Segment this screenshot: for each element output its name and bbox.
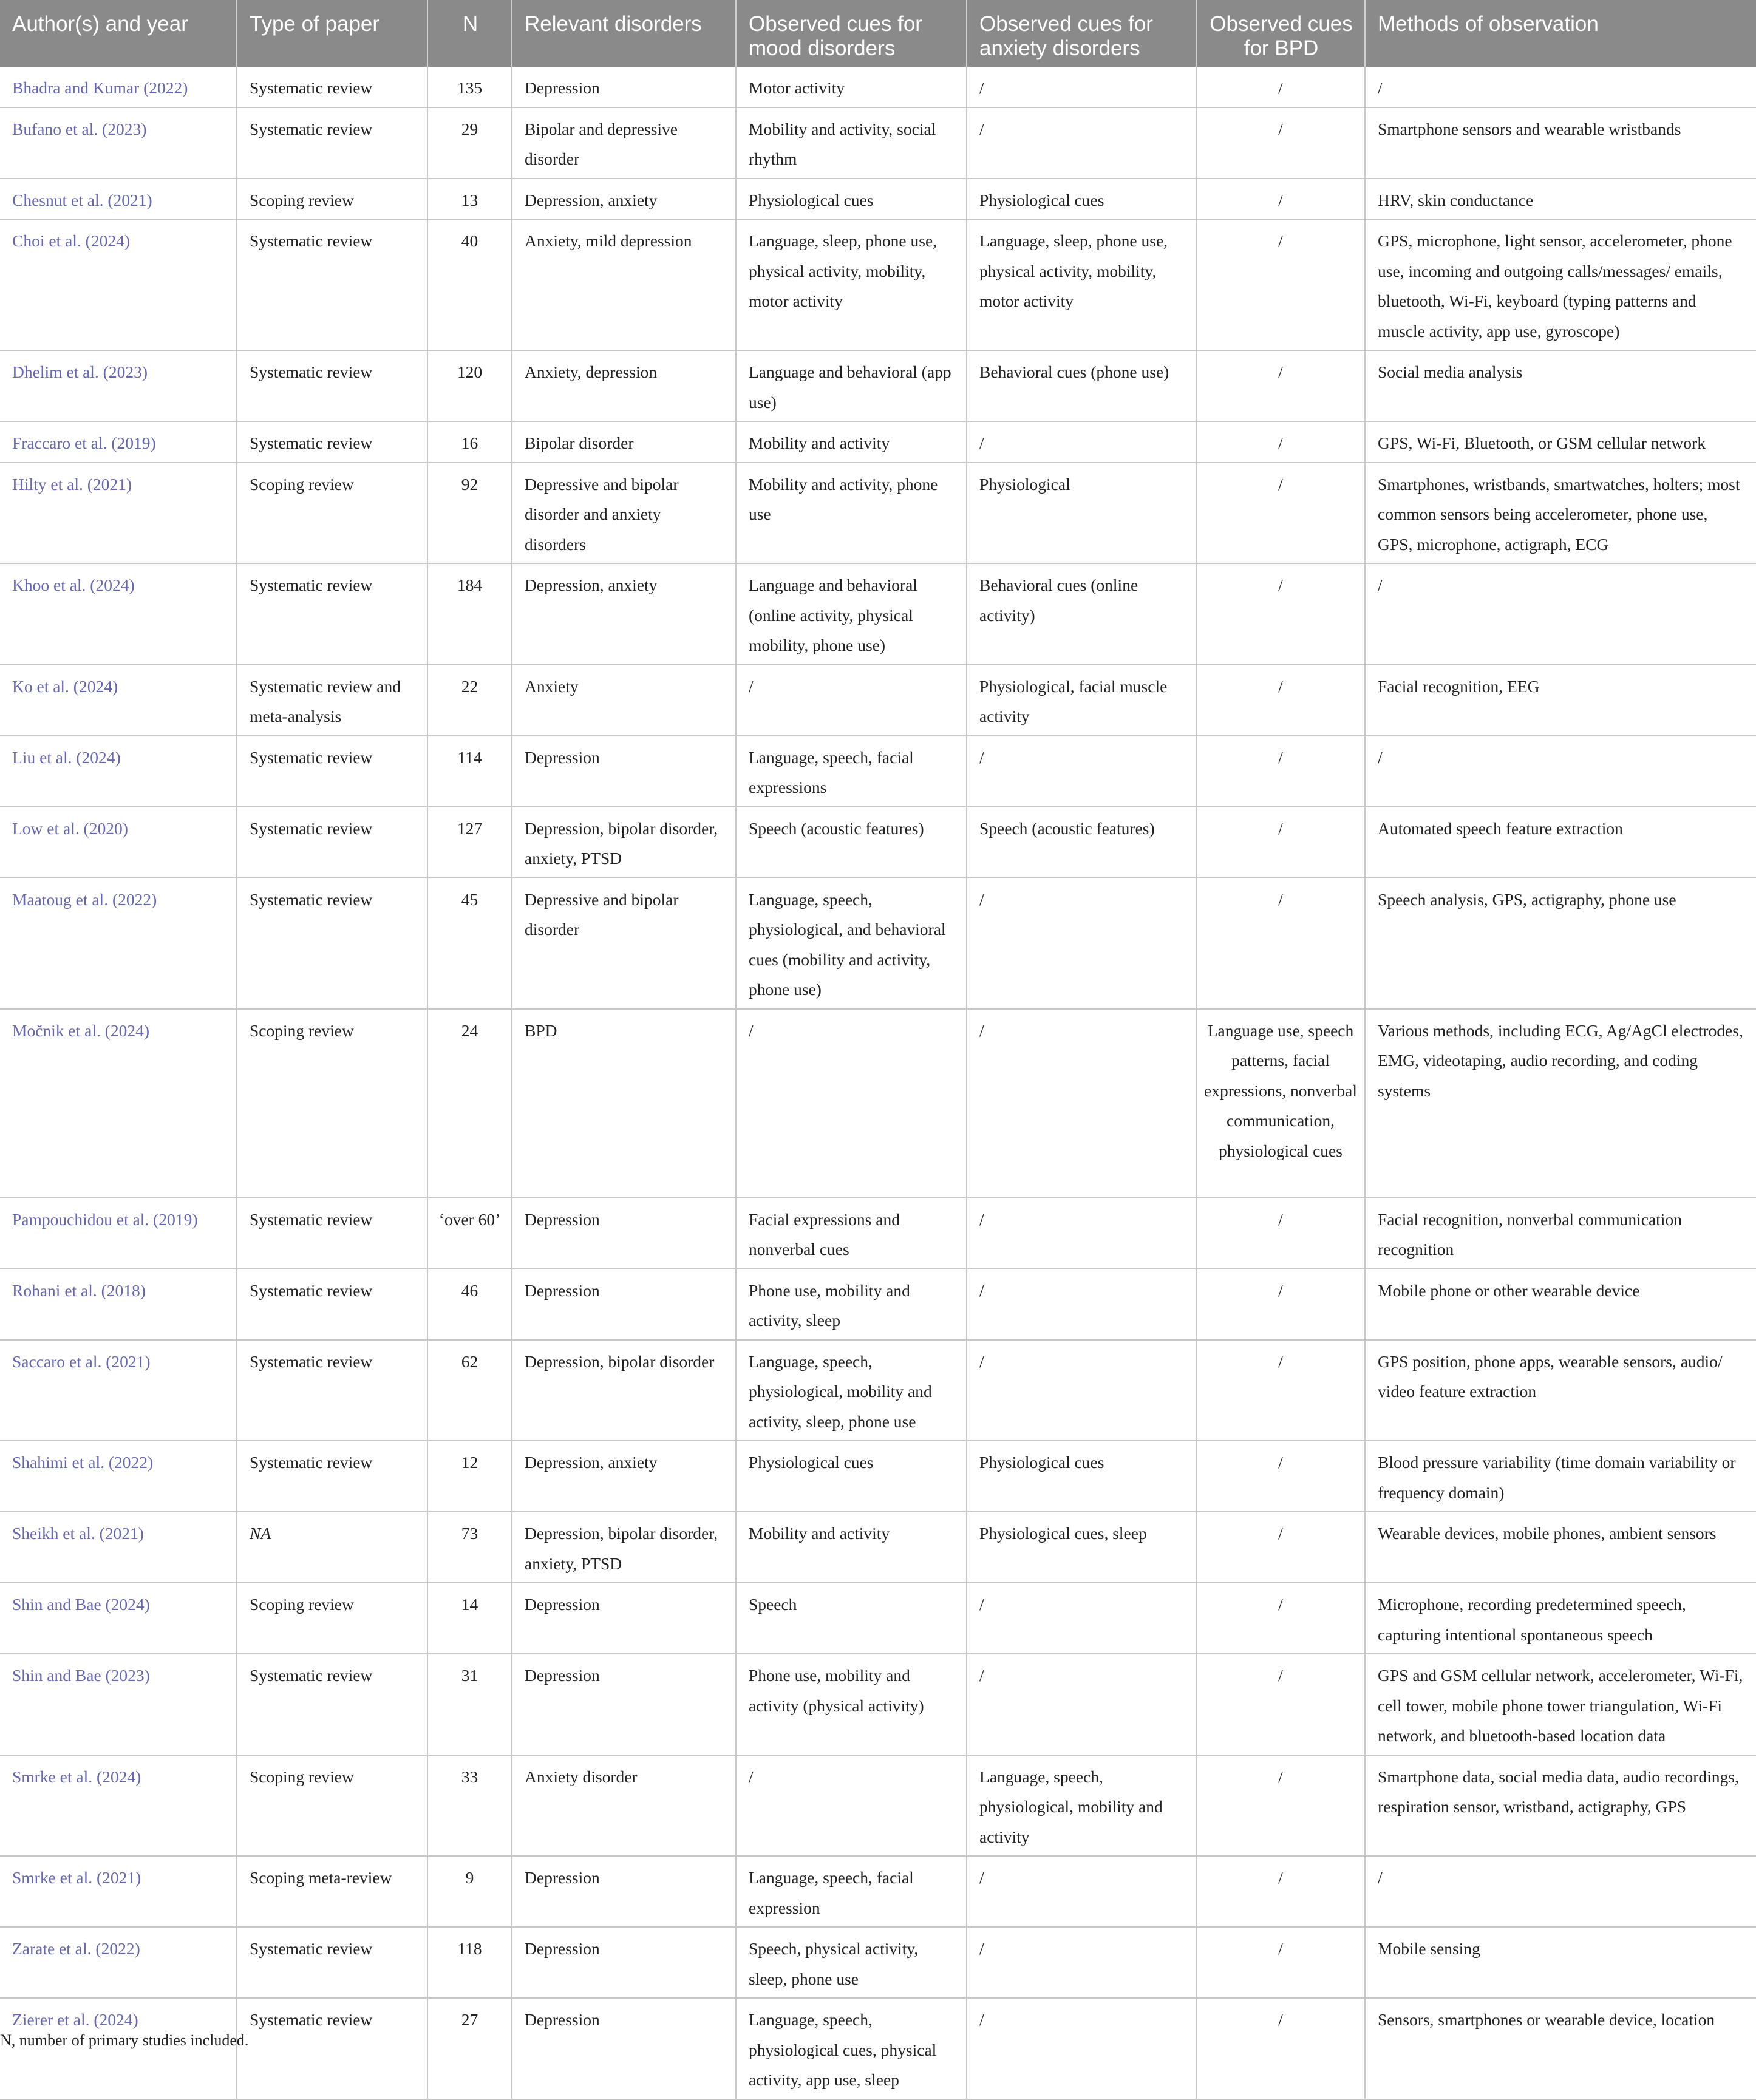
bpd-cues-cell: / bbox=[1196, 67, 1365, 107]
anxiety-cues-cell: Physiological, facial muscle activity bbox=[967, 665, 1196, 736]
paper-type-cell: Systematic review bbox=[237, 1654, 427, 1755]
paper-type-cell: Systematic review bbox=[237, 1927, 427, 1998]
author-cell[interactable]: Smrke et al. (2024) bbox=[0, 1755, 237, 1857]
n-cell: 9 bbox=[427, 1856, 512, 1927]
author-cell[interactable]: Močnik et al. (2024) bbox=[0, 1009, 237, 1198]
anxiety-cues-cell: Behavioral cues (phone use) bbox=[967, 350, 1196, 421]
mood-cues-cell: Mobility and activity bbox=[736, 1512, 967, 1583]
anxiety-cues-cell: / bbox=[967, 1654, 1196, 1755]
mood-cues-cell: / bbox=[736, 1755, 967, 1857]
mood-cues-cell: Speech, physical activity, sleep, phone use bbox=[736, 1927, 967, 1998]
n-cell: 40 bbox=[427, 219, 512, 350]
author-cell[interactable]: Low et al. (2020) bbox=[0, 807, 237, 878]
methods-cell: Sensors, smartphones or wearable device, location bbox=[1365, 1998, 1756, 2099]
disorders-cell: Depression, bipolar disorder bbox=[512, 1340, 736, 1441]
methods-cell: / bbox=[1365, 1856, 1756, 1927]
author-cell[interactable]: Pampouchidou et al. (2019) bbox=[0, 1198, 237, 1269]
anxiety-cues-cell: Language, sleep, phone use, physical activity, mobility, motor activity bbox=[967, 219, 1196, 350]
n-cell: 24 bbox=[427, 1009, 512, 1198]
anxiety-cues-cell: Behavioral cues (online activity) bbox=[967, 563, 1196, 665]
n-cell: 92 bbox=[427, 463, 512, 564]
anxiety-cues-cell: Speech (acoustic features) bbox=[967, 807, 1196, 878]
anxiety-cues-cell: / bbox=[967, 1998, 1196, 2099]
n-cell: 62 bbox=[427, 1340, 512, 1441]
paper-type-cell: Systematic review bbox=[237, 1269, 427, 1340]
bpd-cues-cell: / bbox=[1196, 178, 1365, 220]
n-cell: 16 bbox=[427, 421, 512, 463]
author-cell[interactable]: Maatoug et al. (2022) bbox=[0, 878, 237, 1009]
paper-type-cell: Scoping meta-review bbox=[237, 1856, 427, 1927]
author-cell[interactable]: Bhadra and Kumar (2022) bbox=[0, 67, 237, 107]
n-cell: 135 bbox=[427, 67, 512, 107]
table-row bbox=[0, 1856, 1756, 1927]
n-cell: 45 bbox=[427, 878, 512, 1009]
methods-cell: / bbox=[1365, 563, 1756, 665]
bpd-cues-cell: / bbox=[1196, 1441, 1365, 1512]
anxiety-cues-cell: / bbox=[967, 421, 1196, 463]
bpd-cues-cell: / bbox=[1196, 1998, 1365, 2099]
n-cell: 114 bbox=[427, 736, 512, 807]
n-cell: 120 bbox=[427, 350, 512, 421]
bpd-cues-cell: / bbox=[1196, 1927, 1365, 1998]
mood-cues-cell: Language, speech, physiological, and behavioral cues (mobility and activity, phone use) bbox=[736, 878, 967, 1009]
mood-cues-cell: Phone use, mobility and activity, sleep bbox=[736, 1269, 967, 1340]
anxiety-cues-cell: / bbox=[967, 1927, 1196, 1998]
mood-cues-cell: Language, speech, physiological cues, physical activity, app use, sleep bbox=[736, 1998, 967, 2099]
bpd-cues-cell: / bbox=[1196, 1340, 1365, 1441]
n-cell: 31 bbox=[427, 1654, 512, 1755]
paper-type-cell: Systematic review bbox=[237, 1340, 427, 1441]
bpd-cues-cell: / bbox=[1196, 1269, 1365, 1340]
author-cell[interactable]: Shin and Bae (2023) bbox=[0, 1654, 237, 1755]
disorders-cell: Depression, bipolar disorder, anxiety, PTSD bbox=[512, 807, 736, 878]
n-cell: 33 bbox=[427, 1755, 512, 1857]
column-header-author: Author(s) and year bbox=[0, 0, 237, 67]
bpd-cues-cell: / bbox=[1196, 1654, 1365, 1755]
n-cell: 27 bbox=[427, 1998, 512, 2099]
bpd-cues-cell: / bbox=[1196, 1512, 1365, 1583]
anxiety-cues-cell: Physiological cues bbox=[967, 178, 1196, 220]
paper-type-cell: Systematic review bbox=[237, 563, 427, 665]
methods-cell: Facial recognition, EEG bbox=[1365, 665, 1756, 736]
paper-type-cell: Scoping review bbox=[237, 1009, 427, 1198]
mood-cues-cell: Language, sleep, phone use, physical activity, mobility, motor activity bbox=[736, 219, 967, 350]
methods-cell: Automated speech feature extraction bbox=[1365, 807, 1756, 878]
anxiety-cues-cell: / bbox=[967, 1856, 1196, 1927]
table-row bbox=[0, 421, 1756, 463]
methods-cell: Smartphones, wristbands, smartwatches, holters; most common sensors being accelerometer, phone use, GPS, microphone, actigraph, ECG bbox=[1365, 463, 1756, 564]
n-cell: 14 bbox=[427, 1583, 512, 1654]
methods-cell: Speech analysis, GPS, actigraphy, phone use bbox=[1365, 878, 1756, 1009]
disorders-cell: Depression bbox=[512, 1927, 736, 1998]
bpd-cues-cell: / bbox=[1196, 421, 1365, 463]
anxiety-cues-cell: / bbox=[967, 1340, 1196, 1441]
table-row bbox=[0, 1269, 1756, 1340]
bpd-cues-cell: / bbox=[1196, 1198, 1365, 1269]
n-cell: 13 bbox=[427, 178, 512, 220]
disorders-cell: Bipolar and depressive disorder bbox=[512, 107, 736, 178]
paper-type-cell: Systematic review and meta-analysis bbox=[237, 665, 427, 736]
n-cell: 46 bbox=[427, 1269, 512, 1340]
table-row bbox=[0, 1654, 1756, 1755]
mood-cues-cell: Language, speech, facial expression bbox=[736, 1856, 967, 1927]
paper-type-cell: Systematic review bbox=[237, 878, 427, 1009]
anxiety-cues-cell: Physiological cues bbox=[967, 1441, 1196, 1512]
table-row bbox=[0, 350, 1756, 421]
disorders-cell: Depression bbox=[512, 1583, 736, 1654]
methods-cell: HRV, skin conductance bbox=[1365, 178, 1756, 220]
table-row bbox=[0, 67, 1756, 107]
bpd-cues-cell: Language use, speech patterns, facial expressions, nonverbal communication, physiological cues bbox=[1196, 1009, 1365, 1198]
n-cell: 184 bbox=[427, 563, 512, 665]
bpd-cues-cell: / bbox=[1196, 1755, 1365, 1857]
n-cell: 118 bbox=[427, 1927, 512, 1998]
anxiety-cues-cell: / bbox=[967, 878, 1196, 1009]
table-row bbox=[0, 219, 1756, 350]
table-row bbox=[0, 1009, 1756, 1198]
disorders-cell: BPD bbox=[512, 1009, 736, 1198]
mood-cues-cell: Physiological cues bbox=[736, 178, 967, 220]
author-cell[interactable]: Bufano et al. (2023) bbox=[0, 107, 237, 178]
methods-cell: / bbox=[1365, 736, 1756, 807]
bpd-cues-cell: / bbox=[1196, 563, 1365, 665]
mood-cues-cell: Language and behavioral (app use) bbox=[736, 350, 967, 421]
table-row bbox=[0, 107, 1756, 178]
disorders-cell: Depression bbox=[512, 1856, 736, 1927]
mood-cues-cell: Facial expressions and nonverbal cues bbox=[736, 1198, 967, 1269]
disorders-cell: Depression bbox=[512, 1198, 736, 1269]
mood-cues-cell: Mobility and activity bbox=[736, 421, 967, 463]
paper-type-cell: Systematic review bbox=[237, 736, 427, 807]
anxiety-cues-cell: / bbox=[967, 1583, 1196, 1654]
table-body bbox=[0, 67, 1756, 2099]
mood-cues-cell: / bbox=[736, 1009, 967, 1198]
table-row bbox=[0, 1441, 1756, 1512]
disorders-cell: Depression bbox=[512, 736, 736, 807]
paper-type-cell: Systematic review bbox=[237, 107, 427, 178]
author-cell[interactable]: Zierer et al. (2024) bbox=[0, 1998, 237, 2099]
mood-cues-cell: / bbox=[736, 665, 967, 736]
mood-cues-cell: Language, speech, facial expressions bbox=[736, 736, 967, 807]
table-row bbox=[0, 1583, 1756, 1654]
table-footnote: N, number of primary studies included. bbox=[0, 2031, 249, 2049]
paper-type-cell: Scoping review bbox=[237, 178, 427, 220]
paper-type-cell: Systematic review bbox=[237, 219, 427, 350]
paper-type-cell: Systematic review bbox=[237, 350, 427, 421]
disorders-cell: Anxiety bbox=[512, 665, 736, 736]
paper-type-cell: Systematic review bbox=[237, 1198, 427, 1269]
column-header-bpd-cues: Observed cues for BPD bbox=[1196, 0, 1365, 67]
paper-type-cell: Systematic review bbox=[237, 1441, 427, 1512]
author-cell[interactable]: Shahimi et al. (2022) bbox=[0, 1441, 237, 1512]
disorders-cell: Depressive and bipolar disorder and anxiety disorders bbox=[512, 463, 736, 564]
n-cell: 12 bbox=[427, 1441, 512, 1512]
n-cell: 22 bbox=[427, 665, 512, 736]
table-row bbox=[0, 563, 1756, 665]
paper-type-cell: Systematic review bbox=[237, 67, 427, 107]
table-header bbox=[0, 0, 1756, 67]
table-row bbox=[0, 878, 1756, 1009]
disorders-cell: Anxiety disorder bbox=[512, 1755, 736, 1857]
methods-cell: Mobile phone or other wearable device bbox=[1365, 1269, 1756, 1340]
author-cell[interactable]: Chesnut et al. (2021) bbox=[0, 178, 237, 220]
anxiety-cues-cell: / bbox=[967, 67, 1196, 107]
methods-cell: GPS, microphone, light sensor, accelerometer, phone use, incoming and outgoing calls/messages/ emails, bluetooth, Wi-Fi, keyboard (typing patterns and muscle activity, app use, gyroscope) bbox=[1365, 219, 1756, 350]
table-row bbox=[0, 1998, 1756, 2099]
mood-cues-cell: Phone use, mobility and activity (physical activity) bbox=[736, 1654, 967, 1755]
anxiety-cues-cell: Physiological cues, sleep bbox=[967, 1512, 1196, 1583]
disorders-cell: Depression bbox=[512, 1998, 736, 2099]
bpd-cues-cell: / bbox=[1196, 463, 1365, 564]
column-header-n: N bbox=[427, 0, 512, 67]
disorders-cell: Depression, anxiety bbox=[512, 563, 736, 665]
disorders-cell: Depressive and bipolar disorder bbox=[512, 878, 736, 1009]
bpd-cues-cell: / bbox=[1196, 219, 1365, 350]
disorders-cell: Depression bbox=[512, 67, 736, 107]
anxiety-cues-cell: / bbox=[967, 1198, 1196, 1269]
mood-cues-cell: Mobility and activity, social rhythm bbox=[736, 107, 967, 178]
anxiety-cues-cell: Language, speech, physiological, mobility and activity bbox=[967, 1755, 1196, 1857]
author-cell[interactable]: Dhelim et al. (2023) bbox=[0, 350, 237, 421]
methods-cell: Wearable devices, mobile phones, ambient sensors bbox=[1365, 1512, 1756, 1583]
bpd-cues-cell: / bbox=[1196, 1856, 1365, 1927]
bpd-cues-cell: / bbox=[1196, 350, 1365, 421]
author-cell[interactable]: Ko et al. (2024) bbox=[0, 665, 237, 736]
author-cell[interactable]: Smrke et al. (2021) bbox=[0, 1856, 237, 1927]
column-header-disorders: Relevant disorders bbox=[512, 0, 736, 67]
anxiety-cues-cell: / bbox=[967, 736, 1196, 807]
author-cell[interactable]: Liu et al. (2024) bbox=[0, 736, 237, 807]
n-cell: 29 bbox=[427, 107, 512, 178]
bpd-cues-cell: / bbox=[1196, 736, 1365, 807]
bpd-cues-cell: / bbox=[1196, 878, 1365, 1009]
methods-cell: / bbox=[1365, 67, 1756, 107]
methods-cell: Social media analysis bbox=[1365, 350, 1756, 421]
mood-cues-cell: Motor activity bbox=[736, 67, 967, 107]
author-cell[interactable]: Saccaro et al. (2021) bbox=[0, 1340, 237, 1441]
disorders-cell: Depression, anxiety bbox=[512, 178, 736, 220]
column-header-mood-cues: Observed cues for mood disorders bbox=[736, 0, 967, 67]
paper-type-cell: Scoping review bbox=[237, 1583, 427, 1654]
anxiety-cues-cell: Physiological bbox=[967, 463, 1196, 564]
bpd-cues-cell: / bbox=[1196, 665, 1365, 736]
bpd-cues-cell: / bbox=[1196, 107, 1365, 178]
methods-cell: Smartphone data, social media data, audio recordings, respiration sensor, wristband, actigraphy, GPS bbox=[1365, 1755, 1756, 1857]
mood-cues-cell: Speech bbox=[736, 1583, 967, 1654]
methods-cell: Various methods, including ECG, Ag/AgCl electrodes, EMG, videotaping, audio recording, and coding systems bbox=[1365, 1009, 1756, 1198]
author-cell[interactable]: Choi et al. (2024) bbox=[0, 219, 237, 350]
methods-cell: Mobile sensing bbox=[1365, 1927, 1756, 1998]
paper-type-cell: Scoping review bbox=[237, 1755, 427, 1857]
disorders-cell: Depression bbox=[512, 1269, 736, 1340]
anxiety-cues-cell: / bbox=[967, 107, 1196, 178]
disorders-cell: Depression, anxiety bbox=[512, 1441, 736, 1512]
column-header-methods: Methods of observation bbox=[1365, 0, 1756, 67]
disorders-cell: Bipolar disorder bbox=[512, 421, 736, 463]
author-cell[interactable]: Zarate et al. (2022) bbox=[0, 1927, 237, 1998]
author-cell[interactable]: Sheikh et al. (2021) bbox=[0, 1512, 237, 1583]
n-cell: ‘over 60’ bbox=[427, 1198, 512, 1269]
disorders-cell: Depression bbox=[512, 1654, 736, 1755]
author-cell[interactable]: Shin and Bae (2024) bbox=[0, 1583, 237, 1654]
table-row bbox=[0, 1755, 1756, 1857]
column-header-anxiety-cues: Observed cues for anxiety disorders bbox=[967, 0, 1196, 67]
anxiety-cues-cell: / bbox=[967, 1269, 1196, 1340]
paper-type-cell: Scoping review bbox=[237, 463, 427, 564]
methods-cell: Microphone, recording predetermined speech, capturing intentional spontaneous speech bbox=[1365, 1583, 1756, 1654]
n-cell: 127 bbox=[427, 807, 512, 878]
table-row bbox=[0, 736, 1756, 807]
author-cell[interactable]: Hilty et al. (2021) bbox=[0, 463, 237, 564]
bpd-cues-cell: / bbox=[1196, 807, 1365, 878]
methods-cell: GPS and GSM cellular network, accelerometer, Wi-Fi, cell tower, mobile phone tower triangulation, Wi-Fi network, and bluetooth-based location data bbox=[1365, 1654, 1756, 1755]
methods-cell: GPS, Wi-Fi, Bluetooth, or GSM cellular network bbox=[1365, 421, 1756, 463]
methods-cell: Smartphone sensors and wearable wristbands bbox=[1365, 107, 1756, 178]
table-row bbox=[0, 1340, 1756, 1441]
author-cell[interactable]: Khoo et al. (2024) bbox=[0, 563, 237, 665]
disorders-cell: Anxiety, mild depression bbox=[512, 219, 736, 350]
paper-type-cell: Systematic review bbox=[237, 807, 427, 878]
table-row bbox=[0, 807, 1756, 878]
header-row bbox=[0, 0, 1756, 67]
n-cell: 73 bbox=[427, 1512, 512, 1583]
table-row bbox=[0, 463, 1756, 564]
methods-cell: Blood pressure variability (time domain variability or frequency domain) bbox=[1365, 1441, 1756, 1512]
column-header-type: Type of paper bbox=[237, 0, 427, 67]
methods-cell: GPS position, phone apps, wearable sensors, audio/ video feature extraction bbox=[1365, 1340, 1756, 1441]
mood-cues-cell: Physiological cues bbox=[736, 1441, 967, 1512]
bpd-cues-cell: / bbox=[1196, 1583, 1365, 1654]
mood-cues-cell: Language and behavioral (online activity, physical mobility, phone use) bbox=[736, 563, 967, 665]
author-cell[interactable]: Rohani et al. (2018) bbox=[0, 1269, 237, 1340]
disorders-cell: Depression, bipolar disorder, anxiety, PTSD bbox=[512, 1512, 736, 1583]
table-row bbox=[0, 1198, 1756, 1269]
anxiety-cues-cell: / bbox=[967, 1009, 1196, 1198]
mood-cues-cell: Mobility and activity, phone use bbox=[736, 463, 967, 564]
paper-type-cell: Systematic review bbox=[237, 421, 427, 463]
table-row bbox=[0, 1512, 1756, 1583]
author-cell[interactable]: Fraccaro et al. (2019) bbox=[0, 421, 237, 463]
methods-cell: Facial recognition, nonverbal communication recognition bbox=[1365, 1198, 1756, 1269]
mood-cues-cell: Speech (acoustic features) bbox=[736, 807, 967, 878]
disorders-cell: Anxiety, depression bbox=[512, 350, 736, 421]
table-row bbox=[0, 665, 1756, 736]
paper-type-cell: Systematic review bbox=[237, 1998, 427, 2099]
table-row bbox=[0, 1927, 1756, 1998]
mood-cues-cell: Language, speech, physiological, mobility and activity, sleep, phone use bbox=[736, 1340, 967, 1441]
table-row bbox=[0, 178, 1756, 220]
paper-type-cell: NA bbox=[237, 1512, 427, 1583]
